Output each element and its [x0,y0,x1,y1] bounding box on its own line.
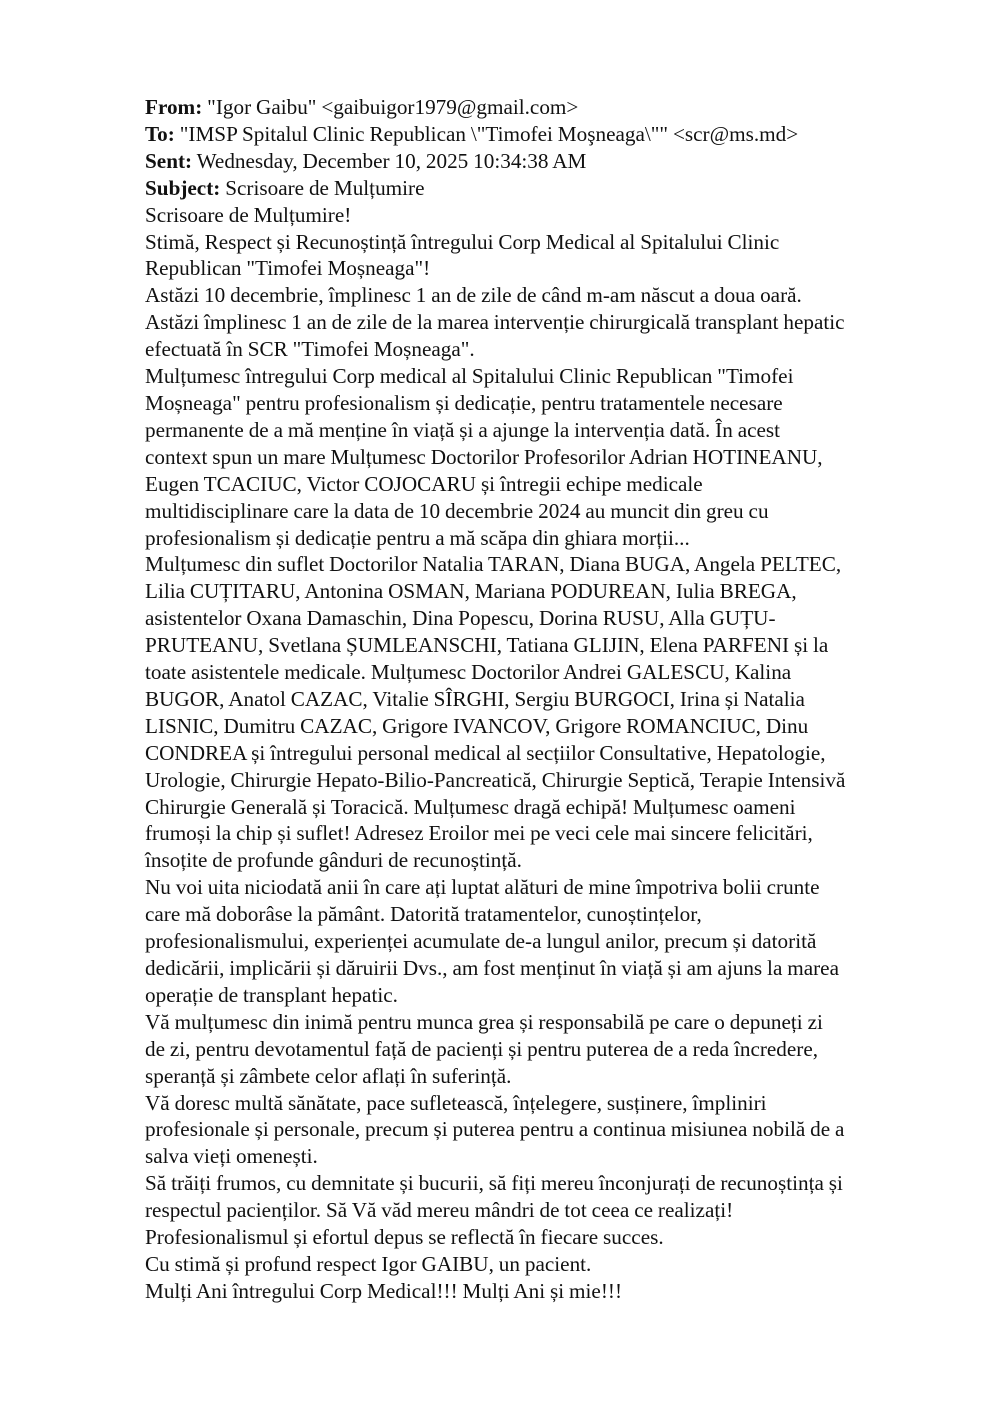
letter-signature: Cu stimă și profund respect Igor GAIBU, un pacient. [145,1251,592,1276]
letter-paragraph: Să trăiți frumos, cu demnitate și bucurii, să fiți mereu înconjurați de recunoștința și respectul pacienților. Să Vă văd mereu mândri de tot ceea ce realizați! [145,1171,843,1223]
letter-paragraph: Astăzi împlinesc 1 an de zile de la marea intervenție chirurgicală transplant hepatic efectuată în SCR "Timofei Moșneaga". [145,310,845,362]
subject-label: Subject: [145,175,221,200]
letter-paragraph: Vă doresc multă sănătate, pace sufletească, înțelegere, susținere, împliniri profesionale și personale, precum și puterea pentru a continua misiunea nobilă de a salva vieți omenești. [145,1090,845,1169]
letter-page [145,94,935,1305]
sent-label: Sent: [145,148,193,173]
sent-line [145,148,935,175]
letter-closing: Mulți Ani întregului Corp Medical!!! Mulți Ani și mie!!! [145,1278,622,1303]
subject-value: Scrisoare de Mulțumire [225,175,425,200]
letter-greeting: Stimă, Respect și Recunoștință întregului Corp Medical al Spitalului Clinic Republican "Timofei Moșneaga"! [145,229,780,281]
from-value: "Igor Gaibu" <gaibuigor1979@gmail.com> [207,95,579,119]
to-value: "IMSP Spitalul Clinic Republican \"Timofei Moşneaga\"" <scr@ms.md> [179,121,799,146]
letter-paragraph: Mulțumesc din suflet Doctorilor Natalia TARAN, Diana BUGA, Angela PELTEC, Lilia CUȚITARU, Antonina OSMAN, Mariana PODUREAN, Iulia BREGA, asistentelor Oxana Damaschin, Dina Popescu, Dorina RUSU, Alla GUȚU- PRUTEANU, Svetlana ȘUMLEANSCHI, Tatiana GLIJIN, Elena PARFENI și la toate asistentele medicale. Mulțumesc Doctorilor Andrei GALESCU, Kalina BUGOR, Anatol CAZAC, Vitalie SÎRGHI, Sergiu BURGOCI, Irina și Natalia LISNIC, Dumitru CAZAC, Grigore IVANCOV, Grigore ROMANCIUC, Dinu CONDREA și întregului personal medical al secțiilor Consultative, Hepatologie, Urologie, Chirurgie Hepato-Bilio-Pancreatică, Chirurgie Septică, Terapie Intensivă Chirurgie Generală și Toracică. Mulțumesc dragă echipă! Mulțumesc oameni frumoși la chip și suflet! Adresez Eroilor mei pe veci cele mai sincere felicitări, însoțite de profunde gânduri de recunoștință. [145,552,846,873]
to-label: To: [145,121,175,146]
letter-paragraph: Mulțumesc întregului Corp medical al Spitalului Clinic Republican "Timofei Moșneaga" pentru profesionalism și dedicație, pentru tratamentele necesare permanente de a mă menține în viață și a ajunge la intervenția dată. În acest context spun un mare Mulțumesc Doctorilor Profesorilor Adrian HOTINEANU, Eugen TCACIUC, Victor COJOCARU și întregii echipe medicale multidisciplinare care la data de 10 decembrie 2024 au muncit din greu cu profesionalism și dedicație pentru a mă scăpa din ghiara morții... [145,364,823,550]
to-line [145,121,935,148]
from-line [145,94,935,121]
letter-paragraph: Vă mulțumesc din inimă pentru munca grea și responsabilă pe care o depuneți zi de zi, pentru devotamentul față de pacienți și pentru puterea de a reda încredere, speranță și zâmbete celor aflați în suferință. [145,1009,823,1088]
letter-paragraph: Astăzi 10 decembrie, împlinesc 1 an de zile de când m-am născut a doua oară. [145,283,802,308]
from-label: From: [145,95,203,119]
letter-paragraph: Profesionalismul și efortul depus se reflectă în fiecare succes. [145,1225,664,1250]
sent-value: Wednesday, December 10, 2025 10:34:38 AM [196,148,587,173]
letter-paragraph: Nu voi uita niciodată anii în care ați luptat alături de mine împotriva bolii crunte care mă doborâse la pământ. Datorită tratamentelor, cunoștințelor, profesionalismului, experienței acumulate de-a lungul anilor, precum și datorită dedicării, implicării și dăruirii Dvs., am fost menținut în viață și am ajuns la marea operație de transplant hepatic. [145,875,839,1007]
letter-title: Scrisoare de Mulțumire! [145,202,352,227]
subject-line [145,175,935,202]
